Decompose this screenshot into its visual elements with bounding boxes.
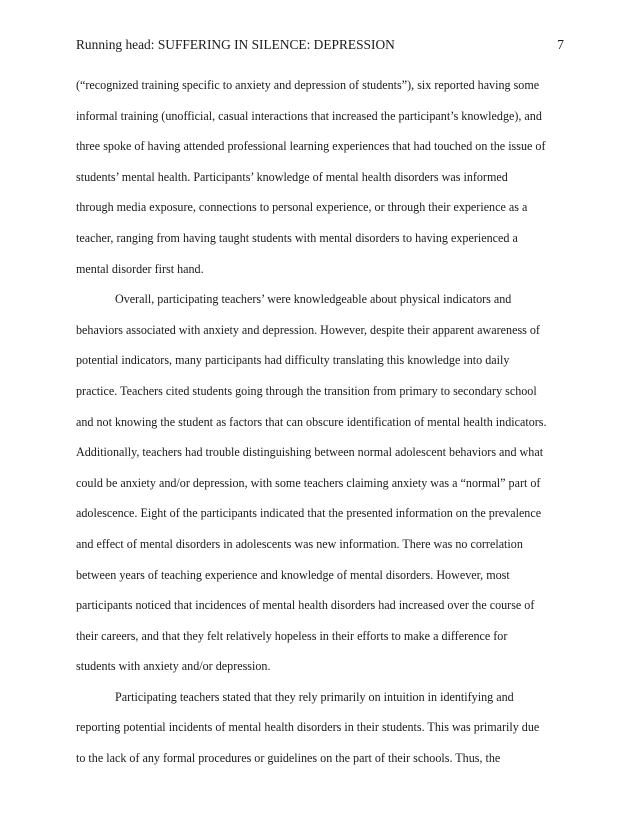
text-line: participants noticed that incidences of mental health disorders had increased over the course of (76, 598, 535, 613)
text-line: mental disorder first hand. (76, 261, 204, 276)
text-line: through media exposure, connections to personal experience, or through their experience as a (76, 200, 528, 215)
text-line: students with anxiety and/or depression. (76, 659, 271, 674)
text-line: reporting potential incidents of mental health disorders in their students. This was primarily due (76, 720, 540, 735)
text-line: students’ mental health. Participants’ knowledge of mental health disorders was informed (76, 169, 508, 184)
text-line: between years of teaching experience and knowledge of mental disorders. However, most (76, 567, 510, 582)
text-line: teacher, ranging from having taught students with mental disorders to having experienced a (76, 230, 518, 245)
text-line: potential indicators, many participants had difficulty translating this knowledge into daily (76, 353, 510, 368)
text-line: practice. Teachers cited students going through the transition from primary to secondary school (76, 383, 537, 398)
text-line: informal training (unofficial, casual interactions that increased the participant’s knowledge), and (76, 108, 542, 123)
running-head: Running head: SUFFERING IN SILENCE: DEPRESSION (76, 37, 395, 52)
text-line: their careers, and that they felt relatively hopeless in their efforts to make a difference for (76, 628, 508, 643)
paragraph-first-line: Overall, participating teachers’ were knowledgeable about physical indicators and (115, 292, 512, 307)
page-header (76, 34, 564, 56)
text-line: behaviors associated with anxiety and depression. However, despite their apparent awareness of (76, 322, 540, 337)
text-line: Additionally, teachers had trouble distinguishing between normal adolescent behaviors and what (76, 445, 544, 460)
text-line: three spoke of having attended professional learning experiences that had touched on the issue of (76, 139, 546, 154)
text-line: to the lack of any formal procedures or guidelines on the part of their schools. Thus, the (76, 751, 501, 766)
text-line: could be anxiety and/or depression, with some teachers claiming anxiety was a “normal” part of (76, 475, 541, 490)
text-line: (“recognized training specific to anxiety and depression of students”), six reported having some (76, 78, 540, 92)
text-line: adolescence. Eight of the participants indicated that the presented information on the prevalence (76, 506, 542, 521)
body-text (76, 70, 568, 774)
page-number: 7 (557, 37, 564, 52)
text-line: and effect of mental disorders in adolescents was new information. There was no correlation (76, 536, 523, 551)
text-line: and not knowing the student as factors that can obscure identification of mental health indicators. (76, 414, 547, 429)
paragraph-first-line: Participating teachers stated that they rely primarily on intuition in identifying and (115, 689, 514, 704)
